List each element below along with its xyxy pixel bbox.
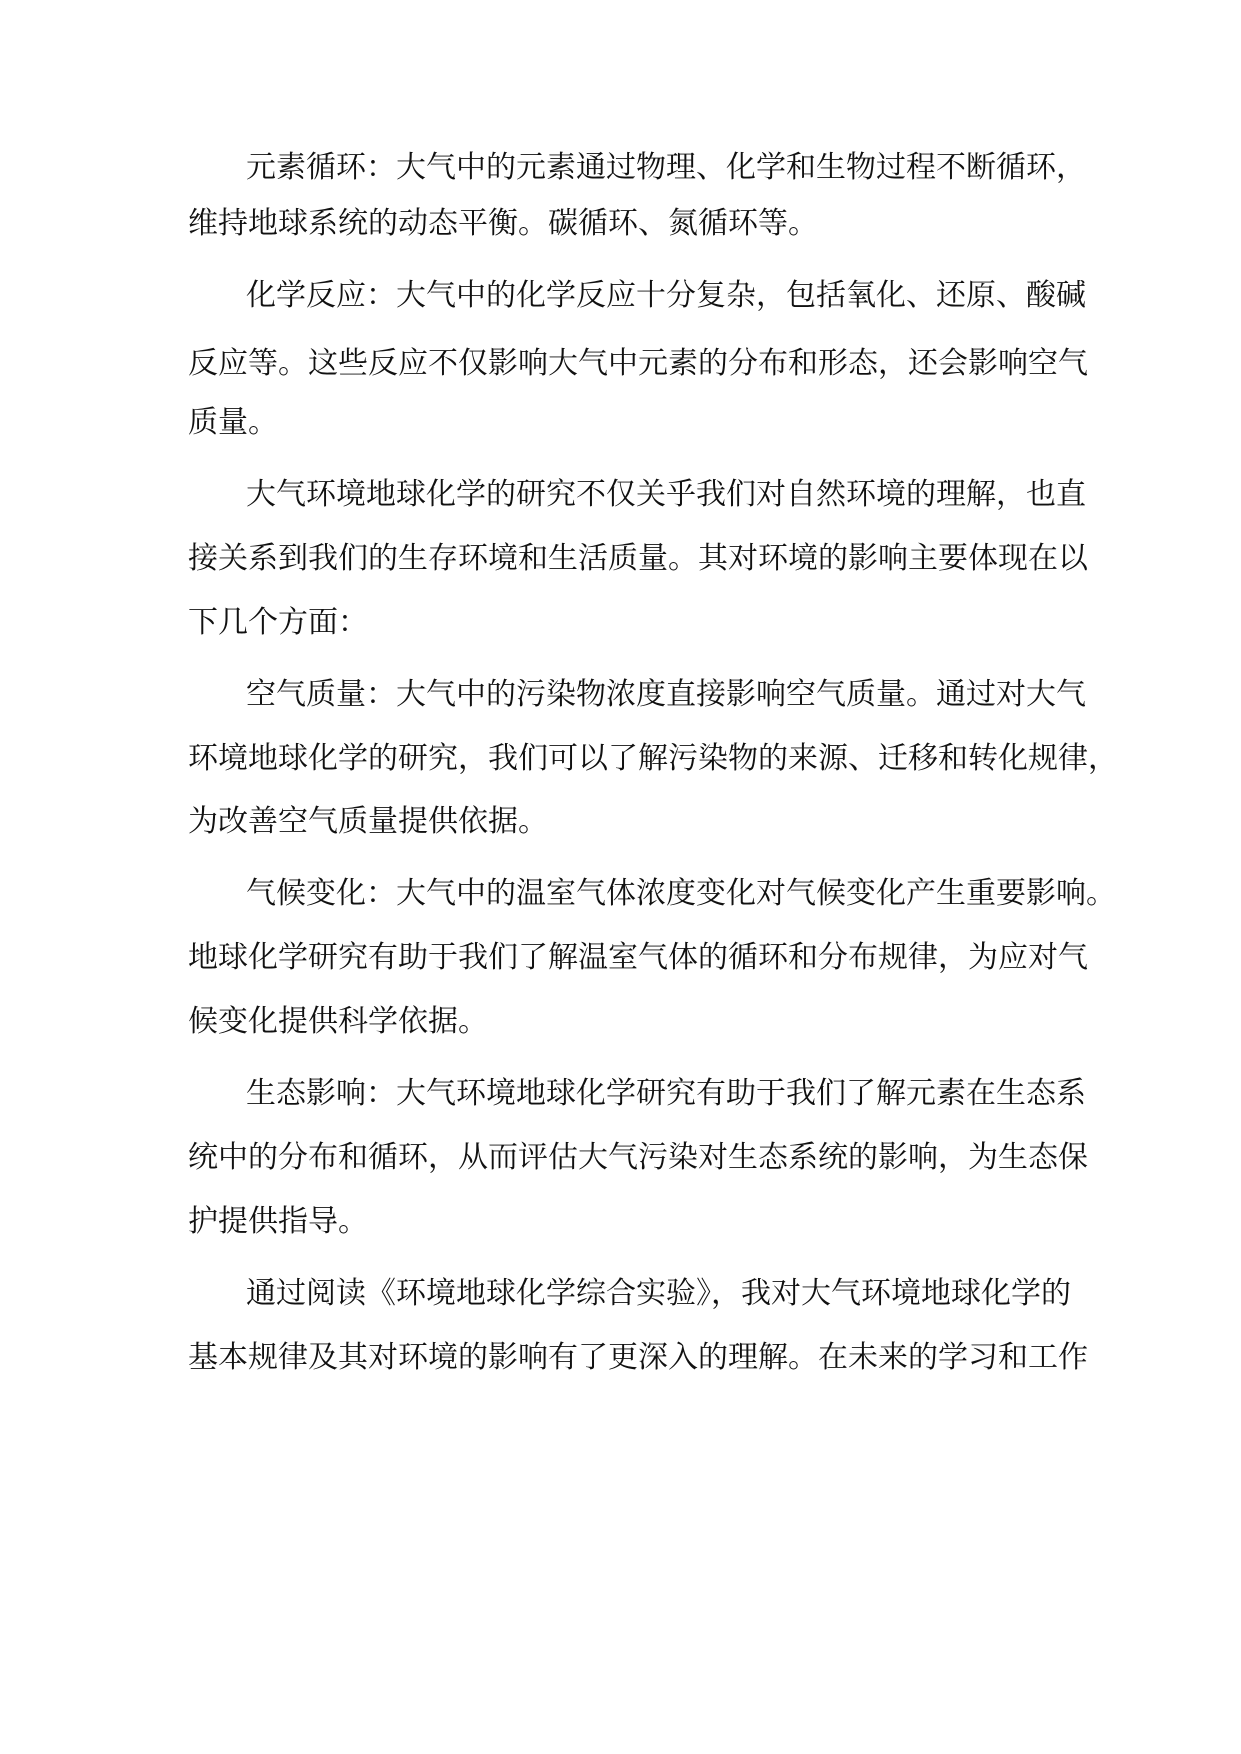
paragraph-line: 为改善空气质量提供依据。 (188, 804, 548, 839)
paragraph-line: 质量。 (188, 405, 278, 440)
paragraph-line: 环境地球化学的研究，我们可以了解污染物的来源、迁移和转化规律， (188, 741, 1118, 776)
paragraph-line: 大气环境地球化学的研究不仅关乎我们对自然环境的理解，也直 (246, 477, 1086, 512)
paragraph-line: 下几个方面： (188, 605, 368, 640)
paragraph-line: 接关系到我们的生存环境和生活质量。其对环境的影响主要体现在以 (188, 541, 1088, 576)
paragraph-line: 地球化学研究有助于我们了解温室气体的循环和分布规律，为应对气 (188, 940, 1088, 975)
paragraph-line: 空气质量：大气中的污染物浓度直接影响空气质量。通过对大气 (246, 677, 1086, 712)
paragraph-line: 统中的分布和循环，从而评估大气污染对生态系统的影响，为生态保 (188, 1140, 1088, 1175)
paragraph-line: 元素循环：大气中的元素通过物理、化学和生物过程不断循环， (246, 150, 1086, 185)
paragraph-line: 护提供指导。 (188, 1204, 368, 1239)
paragraph-line: 生态影响：大气环境地球化学研究有助于我们了解元素在生态系 (246, 1076, 1086, 1111)
paragraph-line: 候变化提供科学依据。 (188, 1004, 488, 1039)
paragraph-line: 反应等。这些反应不仅影响大气中元素的分布和形态，还会影响空气 (188, 346, 1088, 381)
paragraph-line: 通过阅读《环境地球化学综合实验》，我对大气环境地球化学的 (246, 1276, 1071, 1311)
paragraph-line: 维持地球系统的动态平衡。碳循环、氮循环等。 (188, 206, 818, 241)
paragraph-line: 化学反应：大气中的化学反应十分复杂，包括氧化、还原、酸碱 (246, 278, 1086, 313)
paragraph-line: 气候变化：大气中的温室气体浓度变化对气候变化产生重要影响。 (246, 876, 1116, 911)
paragraph-line: 基本规律及其对环境的影响有了更深入的理解。在未来的学习和工作 (188, 1340, 1088, 1375)
